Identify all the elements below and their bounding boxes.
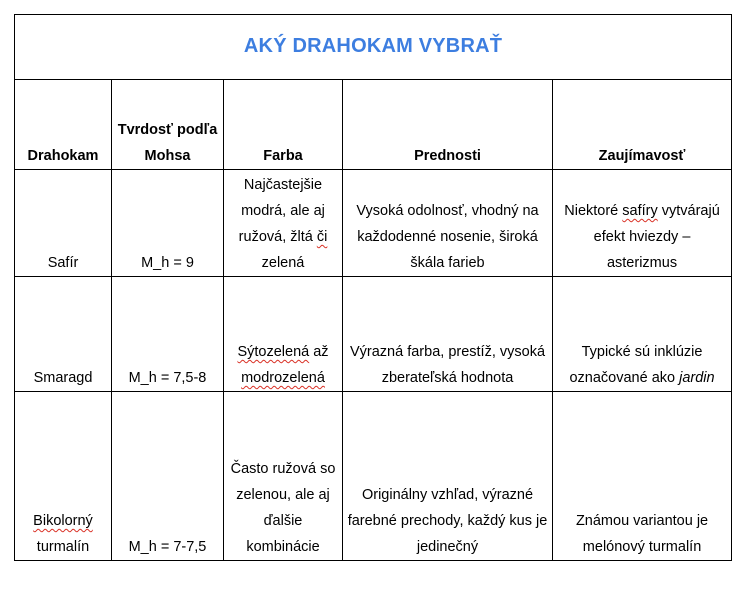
cell-hardness: M_h = 9 bbox=[112, 170, 224, 277]
spellcheck-word: modrozelená bbox=[241, 370, 325, 386]
header-color: Farba bbox=[224, 80, 343, 170]
table-title: AKÝ DRAHOKAM VYBRAŤ bbox=[243, 35, 503, 57]
cell-gem: Safír bbox=[15, 170, 112, 277]
table-row bbox=[15, 392, 732, 561]
cell-interest: Typické sú inklúzie označované ako jardin bbox=[553, 277, 732, 392]
spellcheck-word: či bbox=[316, 229, 328, 245]
table-row bbox=[15, 277, 732, 392]
header-hardness: Tvrdosť podľa Mohsa bbox=[112, 80, 224, 170]
cell-advantages: Vysoká odolnosť, vhodný na každodenné nosenie, široká škála farieb bbox=[343, 170, 553, 277]
cell-gem: Bikolorný turmalín bbox=[15, 392, 112, 561]
gem-comparison-table bbox=[14, 14, 732, 561]
title-cell bbox=[15, 15, 732, 80]
cell-advantages: Výrazná farba, prestíž, vysoká zberateľská hodnota bbox=[343, 277, 553, 392]
cell-color: Sýtozelená až modrozelená bbox=[224, 277, 343, 392]
cell-gem: Smaragd bbox=[15, 277, 112, 392]
spellcheck-word: safíry bbox=[622, 203, 658, 219]
spellcheck-word: Sýtozelená bbox=[237, 344, 310, 360]
cell-color: Často ružová so zelenou, ale aj ďalšie kombinácie bbox=[224, 392, 343, 561]
cell-interest: Niektoré safíry vytvárajú efekt hviezdy – asterizmus bbox=[553, 170, 732, 277]
cell-color: Najčastejšie modrá, ale aj ružová, žltá či zelená bbox=[224, 170, 343, 277]
cell-interest: Známou variantou je melónový turmalín bbox=[553, 392, 732, 561]
header-advantages: Prednosti bbox=[343, 80, 553, 170]
header-row bbox=[15, 80, 732, 170]
header-gem: Drahokam bbox=[15, 80, 112, 170]
table-row bbox=[15, 170, 732, 277]
italic-term: jardin bbox=[679, 370, 715, 386]
cell-advantages: Originálny vzhľad, výrazné farebné prechody, každý kus je jedinečný bbox=[343, 392, 553, 561]
cell-hardness: M_h = 7-7,5 bbox=[112, 392, 224, 561]
cell-hardness: M_h = 7,5-8 bbox=[112, 277, 224, 392]
spellcheck-word: Bikolorný bbox=[33, 513, 93, 529]
header-interest: Zaujímavosť bbox=[553, 80, 732, 170]
